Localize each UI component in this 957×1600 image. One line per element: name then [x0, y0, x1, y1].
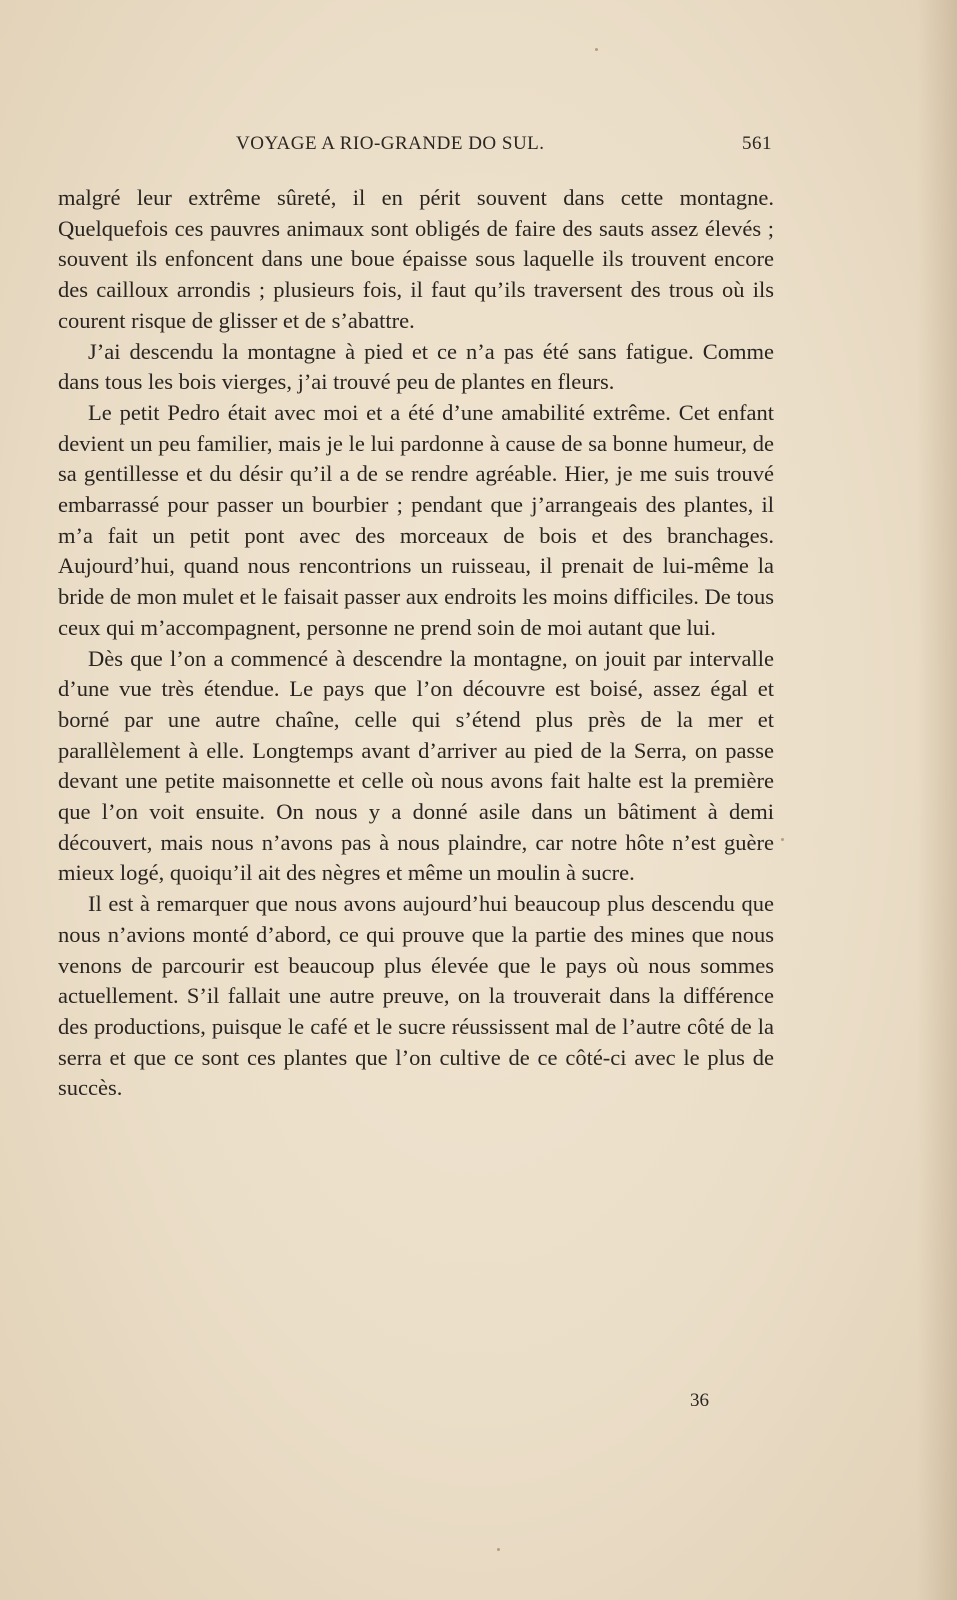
paragraph-3: Le petit Pedro était avec moi et a été d’une amabilité extrême. Cet enfant devient un peu familier, mais je le lui pardonne à cause de sa bonne humeur, de sa gentillesse et du désir qu’il a de se rendre agréable. Hier, je me suis trouvé embarrassé pour passer un bourbier ; pendant que j’arrangeais des plantes, il m’a fait un petit pont avec des morceaux de bois et des branchages. Aujourd’hui, quand nous rencontrions un ruisseau, il prenait de lui-même la bride de mon mulet et le faisait passer aux endroits les moins difficiles. De tous ceux qui m’accompagnent, personne ne prend soin de moi autant que lui.: [58, 399, 774, 640]
paragraph-1: malgré leur extrême sûreté, il en périt souvent dans cette montagne. Quelquefois ces pauvres animaux sont obligés de faire des sauts assez élevés ; souvent ils enfoncent dans une boue épaisse sous laquelle ils trouvent encore des cailloux arrondis ; plusieurs fois, il faut qu’ils traversent des trous où ils courent risque de glisser et de s’abattre.: [58, 185, 774, 333]
body-text: [58, 183, 774, 1104]
paper-speck: [497, 1548, 500, 1551]
page-edge-shadow: [917, 0, 957, 1600]
paragraph-5: Il est à remarquer que nous avons aujourd’hui beaucoup plus descendu que nous n’avions monté d’abord, ce qui prouve que la partie des mines que nous venons de parcourir est beaucoup plus élevée que le pays où nous sommes actuellement. S’il fallait une autre preuve, on la trouverait dans la différence des productions, puisque le café et le sucre réussissent mal de l’autre côté de la serra et que ce sont ces plantes que l’on cultive de ce côté-ci avec le plus de succès.: [58, 891, 774, 1101]
running-title: VOYAGE A RIO-GRANDE DO SUL.: [236, 133, 545, 154]
signature-mark: 36: [690, 1390, 709, 1411]
paragraph-4: Dès que l’on a commencé à descendre la montagne, on jouit par intervalle d’une vue très étendue. Le pays que l’on découvre est boisé, assez égal et borné par une autre chaîne, celle qui s’étend plus près de la mer et parallèlement à elle. Longtemps avant d’arriver au pied de la Serra, on passe devant une petite maisonnette et celle où nous avons fait halte est la première que l’on voit ensuite. On nous y a donné asile dans un bâtiment à demi découvert, mais nous n’avons pas à nous plaindre, car notre hôte n’est guère mieux logé, quoiqu’il ait des nègres et même un moulin à sucre.: [58, 645, 774, 886]
page-number: 561: [742, 133, 772, 154]
paper-speck: [781, 838, 784, 841]
paper-speck: [595, 48, 598, 51]
paragraph-2: J’ai descendu la montagne à pied et ce n’a pas été sans fatigue. Comme dans tous les bois vierges, j’ai trouvé peu de plantes en fleurs.: [58, 338, 774, 395]
page-header: [58, 133, 772, 163]
